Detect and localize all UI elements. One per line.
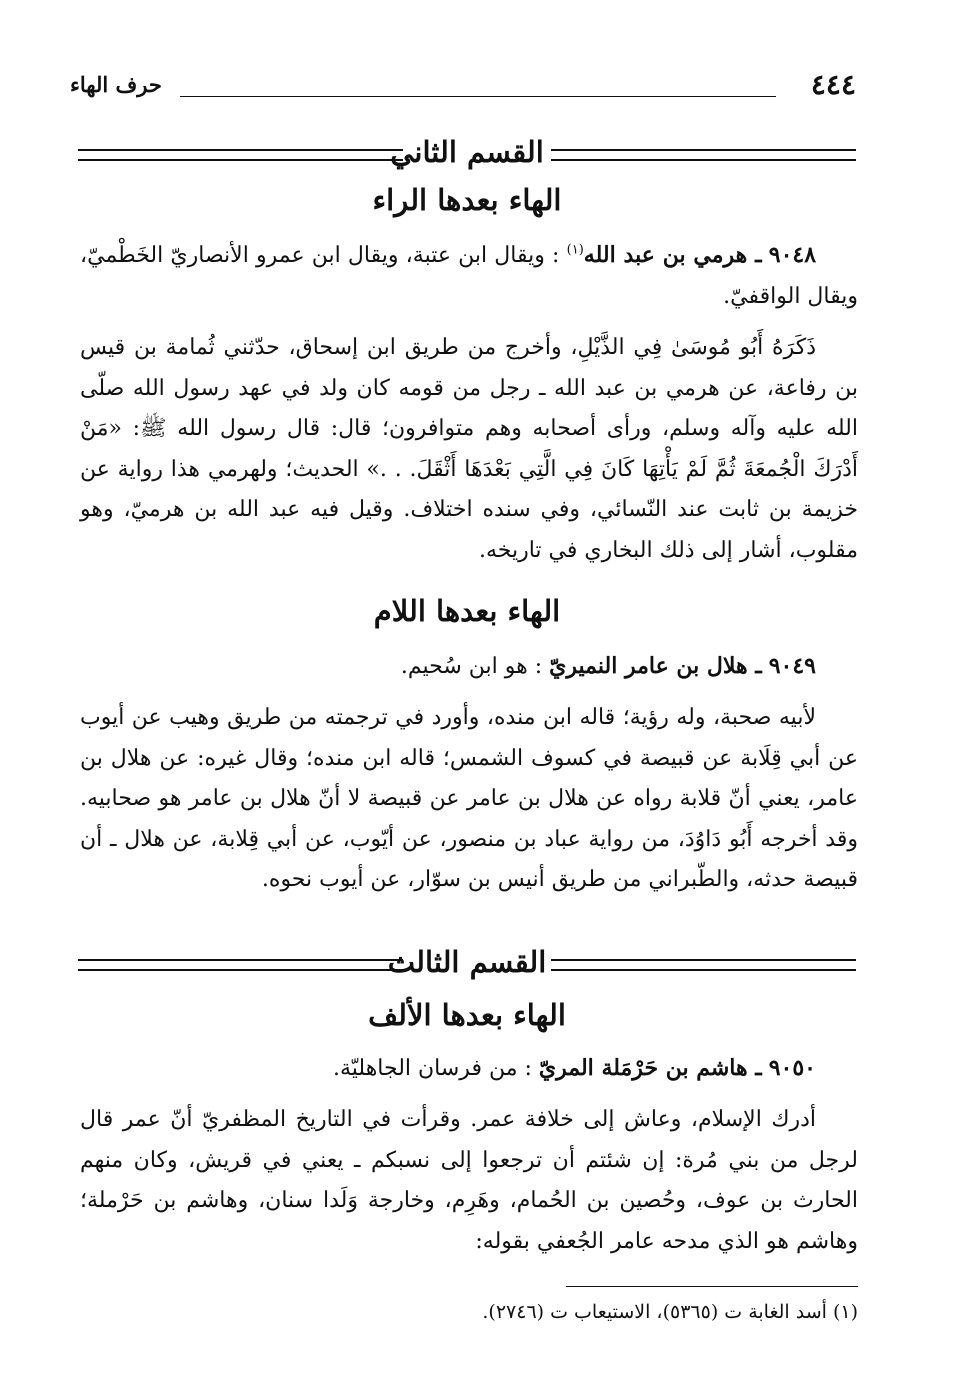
entry-number: ٩٠٤٨ [768, 242, 817, 268]
entry-9049-header: ٩٠٤٩ ـ هلال بن عامر النميريّ : هو ابن سُحيم. [400, 653, 816, 679]
entry-9049-body: لأبيه صحبة، وله رؤية؛ قاله ابن منده، وأورد في ترجمته من طريق وهيب عن أيوب عن أبي قِلَابة عن قبيصة في كسوف الشمس؛ قاله ابن منده؛ وقال غيره: عن هلال بن عامر، يعني أنّ قلابة رواه عن هلال بن عامر عن قبيصة لا أنّ هلال بن عامر هو صحابيه. وقد أخرجه أَبُو دَاوُدَ، من رواية عباد بن منصور، عن أيّوب، عن أبي قِلابة، عن هلال ـ أن قبيصة حدثه، والطّبراني من طريق أنيس بن سوّار، عن أيوب نحوه. [80, 705, 858, 892]
entry-9050-body: أدرك الإسلام، وعاش إلى خلافة عمر. وقرأت في التاريخ المظفريّ أنّ عمر قال لرجل من بني مُرة: إن شئتم أن ترجعوا إلى نسبكم ـ يعني في قريش، وكان منهم الحارث بن عوف، وحُصين بن الحُمام، وهَرِم، وخارجة وَلَدا سنان، وهاشم بن حَرْملة؛ وهاشم هو الذي مدحه عامر الجُعفي بقوله: [80, 1107, 858, 1254]
entry-name: هلال بن عامر النميريّ [549, 653, 748, 679]
entry-number: ٩٠٥٠ [768, 1055, 816, 1081]
header-rule [180, 96, 776, 97]
footnote-marker: (١) [566, 242, 584, 258]
banner-rule-left [78, 959, 403, 971]
entry-number: ٩٠٤٩ [768, 653, 816, 679]
entry-intro: : من فرسان الجاهليّة. [332, 1056, 532, 1081]
section-title: القسم الثالث [387, 945, 547, 979]
footnote-rule [566, 1286, 858, 1287]
subheading-ha-lam: الهاء بعدها اللام [373, 594, 561, 628]
entry-9048-header: ٩٠٤٨ ـ هرمي بن عبد الله$^{(١)}$ : ويقال ابن عتبة، ويقال ابن عمرو الأنصاريّ الخَطْميّ، ويقال الواقفيّ. [80, 242, 858, 309]
subheading-ha-ra: الهاء بعدها الراء [372, 183, 562, 217]
entry-9048-body: ذَكَرَهُ أَبُو مُوسَىٰ فِي الذَّيْلِ، وأخرج من طريق ابن إسحاق، حدّثني ثُمامة بن قيس بن رفاعة، عن هرمي بن عبد الله ـ رجل من قومه كان ولد في عهد رسول الله صلّى الله عليه وآله وسلم، ورأى أصحابه وهم متوافرون؛ قال: قال رسول الله ﷺ: «مَنْ أَدْرَكَ الْجُمعَةَ ثُمَّ لَمْ يَأْتِهَا كَانَ فِي الَّتِي بَعْدَهَا أَثْقَلَ. . .» الحديث؛ ولهرمي هذا رواية عن خزيمة بن ثابت عند النّسائي، وفي سنده اختلاف. وقيل فيه عبد الله بن هرميّ، وهو مقلوب، أشار إلى ذلك البخاري في تاريخه. [80, 335, 858, 563]
section-banner-third [78, 945, 856, 991]
entry-9050-header: ٩٠٥٠ ـ هاشم بن حَرْمَلة المريّ : من فرسان الجاهليّة. [332, 1055, 816, 1081]
banner-rule-left [78, 149, 403, 161]
subheading-ha-alif: الهاء بعدها الألف [368, 998, 566, 1032]
section-title: القسم الثاني [390, 135, 544, 169]
entry-name: هرمي بن عبد الله [583, 242, 748, 268]
entry-name: هاشم بن حَرْمَلة المريّ [538, 1055, 748, 1081]
entry-intro: : هو ابن سُحيم. [400, 654, 543, 679]
page-number: ٤٤٤ [810, 68, 856, 101]
header-title: حرف الهاء [70, 72, 162, 97]
running-header [70, 68, 856, 108]
section-banner-second [78, 135, 856, 181]
entry-intro: : ويقال ابن عتبة، ويقال ابن عمرو الأنصاريّ الخَطْميّ، ويقال الواقفيّ. [80, 243, 858, 309]
footnote: (١) أسد الغابة ت (٥٣٦٥)، الاستيعاب ت (٢٧٤٦). [482, 1301, 858, 1323]
